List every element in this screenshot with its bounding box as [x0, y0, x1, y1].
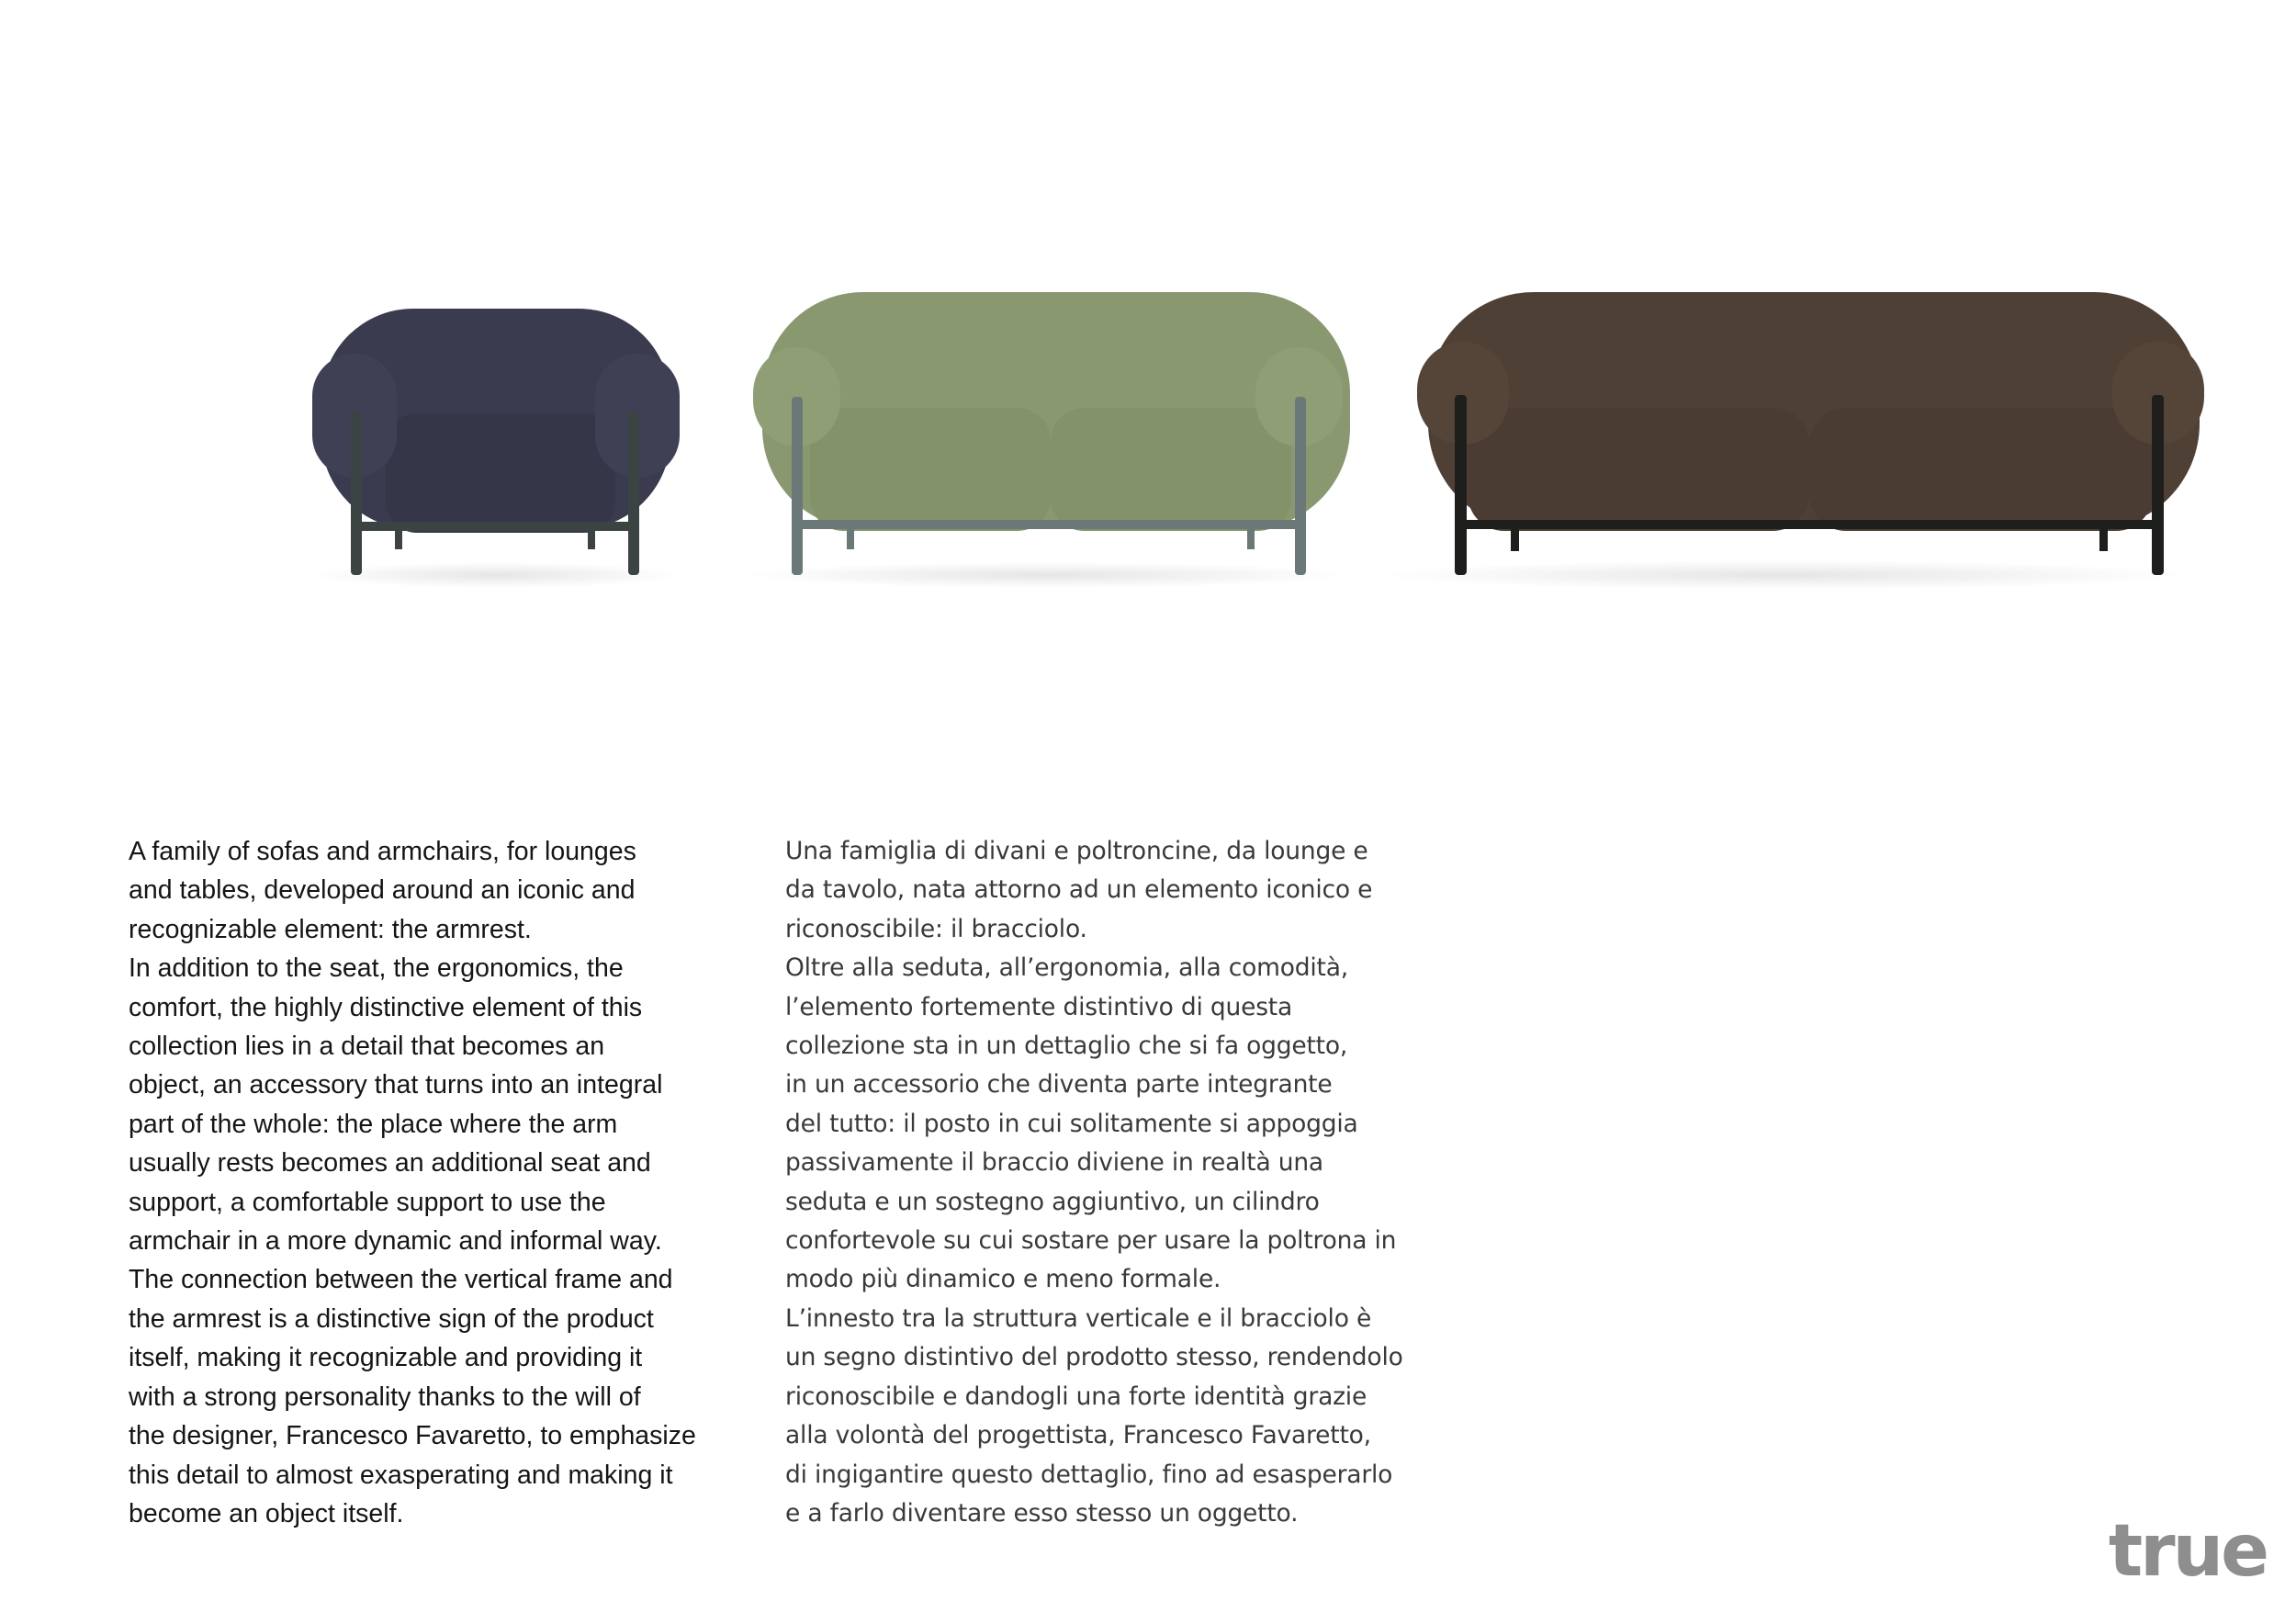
two-seater-sofa-image	[744, 292, 1350, 588]
three-seater-sofa-image	[1378, 292, 2204, 590]
brand-logo: true	[2108, 1510, 2267, 1593]
product-illustrations	[0, 0, 2296, 698]
product-lineup	[0, 0, 2296, 698]
description-english: A family of sofas and armchairs, for lounges and tables, developed around an iconic and recognizable element: the armrest. In addition to the seat, the ergonomics, the comfort, the highly distinctive element of this collection lies in a detail that becomes an object, an accessory that turns into an integral part of the whole: the place where the arm usually rests becomes an additional seat and support, a comfortable support to use the armchair in a more dynamic and informal way. The connection between the vertical frame and the armrest is a distinctive sign of the product itself, making it recognizable and providing it with a strong personality thanks to the will of the designer, Francesco Favaretto, to emphasize this detail to almost exasperating and making it become an object itself.	[129, 837, 696, 1528]
armchair-image	[312, 309, 680, 588]
description-italian: Una famiglia di divani e poltroncine, da lounge e da tavolo, nata attorno ad un elemento iconico e riconoscibile: il bracciolo. Oltre alla seduta, all’ergonomia, alla comodità, l’elemento fortemente distintivo di questa collezione sta in un dettaglio che si fa oggetto, in un accessorio che diventa parte integrante del tutto: il posto in cui solitamente si appoggia passivamente il braccio diviene in realtà una seduta e un sostegno aggiuntivo, un cilindro confortevole su cui sostare per usare la poltrona in modo più dinamico e meno formale. L’innesto tra la struttura verticale e il bracciolo è un segno distintivo del prodotto stesso, rendendolo riconoscibile e dandogli una forte identità grazie alla volontà del progettista, Francesco Favaretto, di ingigantire questo dettaglio, fino ad esasperarlo e a farlo diventare esso stesso un oggetto.	[785, 837, 1403, 1528]
